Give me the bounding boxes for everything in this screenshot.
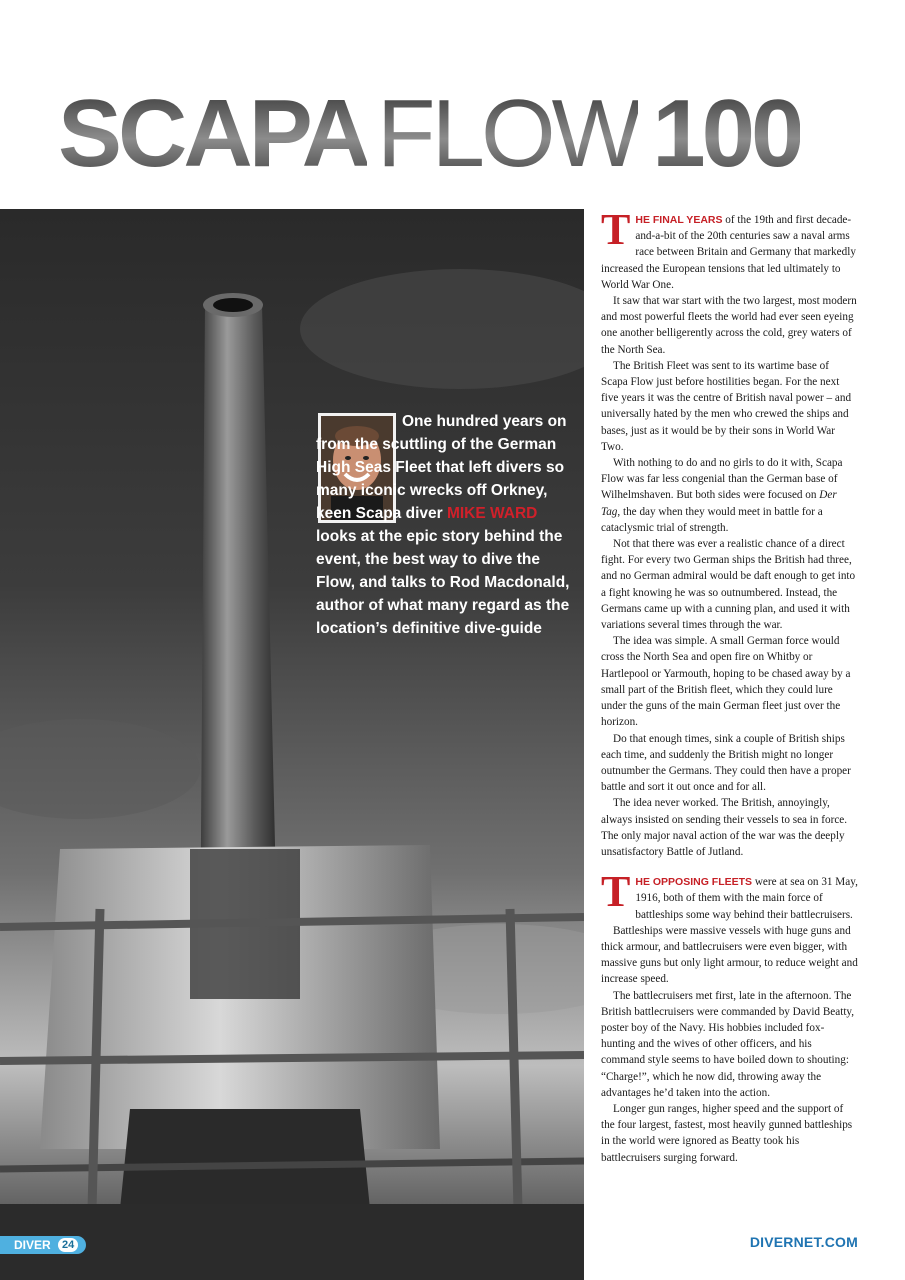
- page-folio: [0, 1236, 86, 1254]
- italic-term: Der Tag: [601, 489, 837, 518]
- magazine-name: DIVER: [14, 1238, 51, 1252]
- page-title: [58, 80, 858, 187]
- paragraph: The British Fleet was sent to its wartime base of Scapa Flow just before hostilities began. For the next five years it was the centre of British naval power – and universally hated by the men who crewed the ships and bases, just as it would be by their sons in World War Two.: [601, 359, 852, 453]
- paragraph: It saw that war start with the two largest, most modern and most powerful fleets the world had ever seen eyeing one another belligerently across the cold, grey waters of the North Sea.: [601, 295, 857, 356]
- title-flow: FLOW: [376, 80, 639, 187]
- title-scapa: SCAPA: [58, 80, 367, 187]
- standfirst-text-after: looks at the epic story behind the event, the best way to dive the Flow, and talks to Rod Macdonald, author of what many regard as the location’s definitive dive-guide: [316, 528, 570, 637]
- paragraph: [601, 867, 858, 923]
- naval-gun-photo: [0, 209, 584, 1280]
- paragraph: The idea never worked. The British, annoyingly, always insisted on sending their vessels to sea in force. The only major naval action of the war was the deeply unsatisfactory Battle of Jutland.: [601, 797, 848, 858]
- dropcap: T: [601, 205, 631, 254]
- section-leadin: HE FINAL YEARS: [635, 214, 723, 226]
- site-url[interactable]: DIVERNET.COM: [749, 1234, 858, 1250]
- lead-text: were at sea on 31 May, 1916, both of them with the main force of battleships some way behind their battlecruisers.: [635, 876, 858, 921]
- standfirst: [316, 410, 578, 640]
- paragraph-part: With nothing to do and no girls to do it with, Scapa Flow was far less congenial than the German base of Wilhelmshaven. But both sides were focused on: [601, 457, 843, 502]
- paragraph: Not that there was ever a realistic chance of a direct fight. For every two German ships the British had three, and no German admiral would be daft enough to get into a fight knowing he was so outnumbered. Instead, the Germans came up with a cunning plan, and used it with variations several times through the war.: [601, 538, 856, 632]
- page-number: 24: [58, 1238, 78, 1252]
- paragraph-part: , the day when they would meet in battle for a cataclysmic trial of strength.: [601, 505, 823, 534]
- paragraph: [601, 455, 858, 536]
- lead-text: of the 19th and first decade-and-a-bit of the 20th centuries saw a naval arms race between Britain and Germany that markedly increased the European tensions that led ultimately to World War One.: [601, 214, 856, 291]
- section-leadin: HE OPPOSING FLEETS: [635, 876, 753, 889]
- title-100: 100: [652, 80, 801, 187]
- paragraph: Longer gun ranges, higher speed and the support of the four largest, fastest, most heavily gunned battleships in the world were ignored as Beatty took his battlecruisers surging forward.: [601, 1102, 853, 1164]
- gun-illustration: [0, 209, 584, 1280]
- paragraph: The battlecruisers met first, late in the afternoon. The British battlecruisers were commanded by David Beatty, poster boy of the Navy. His hobbies included fox-hunting and the wives of other officers, and his command style seems to have boiled down to shouting: “Charge!”, which he now did, throwing away the advantages he’d taken into the action.: [601, 989, 855, 1099]
- paragraph: [601, 205, 858, 293]
- author-name: MIKE WARD: [446, 505, 538, 522]
- paragraph: Battleships were massive vessels with huge guns and thick armour, and battlecruisers were even bigger, with massive guns but only light armour, to reduce weight and increase speed.: [601, 924, 858, 986]
- standfirst-text-before: One hundred years on from the scuttling of the German High Seas Fleet that left divers so many iconic wrecks off Orkney, keen Scapa diver: [316, 413, 567, 522]
- paragraph: The idea was simple. A small German force would cross the North Sea and open fire on Whitby or Hartlepool or Yarmouth, hoping to be chased away by a small part of the British fleet, which they could lure under the guns of the main German fleet just over the horizon.: [601, 635, 851, 729]
- dropcap: T: [601, 867, 631, 917]
- paragraph: Do that enough times, sink a couple of British ships each time, and suddenly the British might no longer outnumber the Germans. They could then have a proper battle and sort it out once and for all.: [601, 732, 851, 794]
- article-body: [601, 205, 858, 1166]
